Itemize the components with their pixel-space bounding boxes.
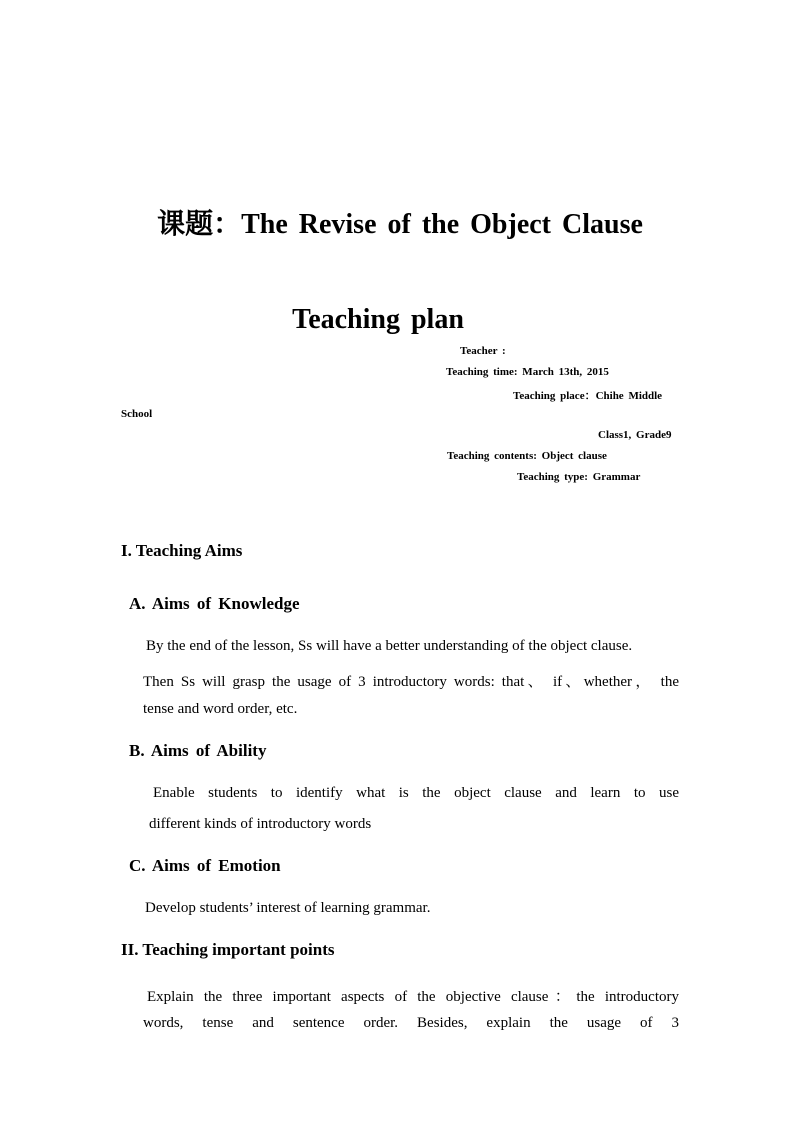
paragraph-line: words, tense and sentence order. Besides, explain the usage of 3 (143, 1015, 679, 1031)
paragraph-line: tense and word order, etc. (143, 701, 298, 717)
subheading-knowledge: A. Aims of Knowledge (129, 594, 300, 613)
page-subtitle: Teaching plan (292, 304, 464, 335)
teaching-place: Teaching place：Chihe Middle (513, 390, 663, 402)
teaching-place-continued: School (121, 408, 153, 420)
page-title: 课题：The Revise of the Object Clause (157, 209, 643, 240)
teacher-line: Teacher : (460, 345, 506, 357)
subheading-ability: B. Aims of Ability (129, 741, 267, 760)
paragraph-line: By the end of the lesson, Ss will have a better understanding of the object clause. (146, 638, 633, 654)
section-heading-important-points: II. Teaching important points (121, 940, 335, 959)
paragraph-line: Then Ss will grasp the usage of 3 introductory words: that、 if、whether， the (143, 674, 679, 690)
paragraph-line: Enable students to identify what is the object clause and learn to use (153, 785, 679, 801)
paragraph-line: Explain the three important aspects of the objective clause：the introductory (147, 989, 679, 1005)
teaching-time: Teaching time: March 13th, 2015 (446, 366, 609, 378)
subheading-emotion: C. Aims of Emotion (129, 856, 281, 875)
teaching-contents: Teaching contents: Object clause (447, 450, 607, 462)
paragraph-line: Develop students’ interest of learning grammar. (145, 900, 431, 916)
teaching-type: Teaching type: Grammar (517, 471, 641, 483)
section-heading-teaching-aims: I. Teaching Aims (121, 541, 243, 560)
paragraph-line: different kinds of introductory words (149, 816, 372, 832)
class-grade: Class1, Grade9 (598, 429, 672, 441)
